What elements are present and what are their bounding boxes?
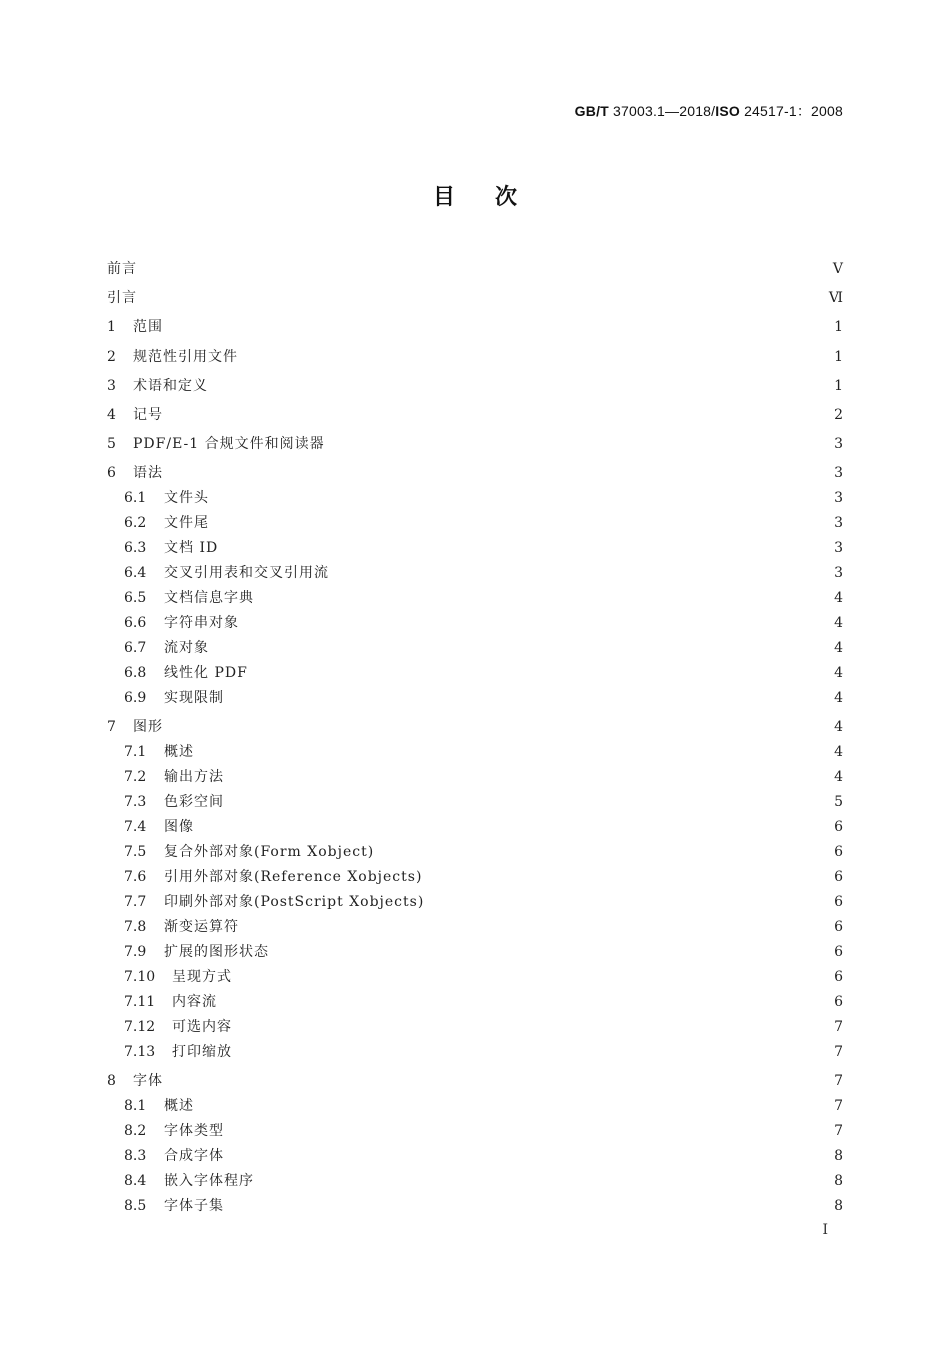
toc-entry-page: 3 <box>834 540 843 557</box>
toc-entry-number: 7.1 <box>124 744 147 761</box>
toc-entry-page: Ⅵ <box>828 290 843 307</box>
toc-entry-number: 7.9 <box>124 944 147 961</box>
toc-entry-title: 合成字体 <box>164 1148 224 1165</box>
toc-entry-number: 7.8 <box>124 919 147 936</box>
toc-entry-title: 印刷外部对象(PostScript Xobjects) <box>164 894 425 911</box>
toc-entry-title: 规范性引用文件 <box>133 348 238 365</box>
toc-entry-page: 8 <box>834 1173 843 1190</box>
toc-entry[interactable] <box>107 941 843 963</box>
toc-entry[interactable] <box>107 841 843 863</box>
toc-entry-page: 4 <box>834 665 843 682</box>
toc-leader-dots <box>224 537 826 559</box>
footer-page-number: Ⅰ <box>822 1222 828 1238</box>
toc-entry-number: 7.4 <box>124 819 147 836</box>
toc-leader-dots <box>215 487 826 509</box>
toc-leader-dots <box>215 512 826 534</box>
toc-leader-dots <box>169 316 826 338</box>
toc-entry[interactable] <box>107 258 843 280</box>
toc-entry-number: 6.2 <box>124 515 147 532</box>
toc-leader-dots <box>200 816 826 838</box>
toc-entry-page: 7 <box>834 1044 843 1061</box>
toc-leader-dots <box>380 841 826 863</box>
toc-entry-number: 6.1 <box>124 490 147 507</box>
standard-code <box>575 101 843 121</box>
toc-entry-title: 字符串对象 <box>164 615 239 632</box>
toc-entry-number: 8.1 <box>124 1098 147 1115</box>
toc-entry-number: 6.4 <box>124 565 147 582</box>
toc-leader-dots <box>169 1070 826 1092</box>
standard-code-number: 37003.1—2018/ <box>608 103 716 119</box>
toc-entry-number: 8 <box>107 1073 116 1090</box>
toc-entry-page: 1 <box>834 319 843 336</box>
toc-entry-page: 4 <box>834 744 843 761</box>
toc-leader-dots <box>223 991 826 1013</box>
toc-entry-page: 4 <box>834 690 843 707</box>
toc-entry-number: 6.9 <box>124 690 147 707</box>
toc-entry[interactable] <box>107 1170 843 1192</box>
toc-entry-number: 7 <box>107 719 116 736</box>
toc-entry-page: 3 <box>834 565 843 582</box>
toc-entry[interactable] <box>107 487 843 509</box>
toc-entry-title: 扩展的图形状态 <box>164 944 269 961</box>
toc-entry-page: 6 <box>834 994 843 1011</box>
toc-leader-dots <box>275 941 826 963</box>
toc-leader-dots <box>169 716 826 738</box>
toc-leader-dots <box>143 258 826 280</box>
toc-leader-dots <box>238 966 826 988</box>
toc-entry-title: 文档信息字典 <box>164 590 254 607</box>
toc-entry[interactable] <box>107 766 843 788</box>
toc-entry-page: 4 <box>834 640 843 657</box>
toc-entry[interactable] <box>107 716 843 738</box>
toc-entry-number: 7.2 <box>124 769 147 786</box>
toc-entry-page: 6 <box>834 944 843 961</box>
page-title: 目次 <box>432 185 557 210</box>
standard-code-gbt: GB/T <box>574 103 609 119</box>
toc-entry[interactable] <box>107 1120 843 1142</box>
toc-entry[interactable] <box>107 287 843 309</box>
toc-entry[interactable] <box>107 1145 843 1167</box>
toc-entry[interactable] <box>107 916 843 938</box>
toc-entry-page: 4 <box>834 769 843 786</box>
toc-entry-title: PDF/E-1 合规文件和阅读器 <box>133 436 325 453</box>
toc-leader-dots <box>245 916 826 938</box>
toc-entry-number: 7.7 <box>124 894 147 911</box>
toc-entry-number: 1 <box>107 319 116 336</box>
toc-entry[interactable] <box>107 375 843 397</box>
toc-entry[interactable] <box>107 562 843 584</box>
toc-entry-page: 7 <box>834 1098 843 1115</box>
toc-leader-dots <box>169 404 826 426</box>
toc-entry[interactable] <box>107 891 843 913</box>
toc-entry[interactable] <box>107 462 843 484</box>
toc-leader-dots <box>214 375 826 397</box>
toc-leader-dots <box>230 1195 826 1217</box>
toc-leader-dots <box>230 1145 826 1167</box>
toc-entry-page: 3 <box>834 490 843 507</box>
toc-entry-title: 嵌入字体程序 <box>164 1173 254 1190</box>
toc-entry-title: 色彩空间 <box>164 794 224 811</box>
toc-entry-page: 4 <box>834 615 843 632</box>
toc-entry-number: 8.3 <box>124 1148 147 1165</box>
toc-entry-page: 8 <box>834 1198 843 1215</box>
toc-entry-title: 输出方法 <box>164 769 224 786</box>
toc-entry-number: 5 <box>107 436 116 453</box>
toc-entry-page: 1 <box>834 348 843 365</box>
toc-entry[interactable] <box>107 512 843 534</box>
toc-entry-title: 引言 <box>107 290 137 307</box>
toc-leader-dots <box>230 791 826 813</box>
toc-entry-number: 8.5 <box>124 1198 147 1215</box>
toc-entry[interactable] <box>107 433 843 455</box>
toc-leader-dots <box>215 637 826 659</box>
toc-entry-page: 3 <box>834 465 843 482</box>
toc-entry-page: 4 <box>834 590 843 607</box>
toc-entry-number: 7.6 <box>124 869 147 886</box>
toc-entry[interactable] <box>107 1016 843 1038</box>
toc-entry-page: 6 <box>834 869 843 886</box>
toc-entry-number: 7.3 <box>124 794 147 811</box>
toc-leader-dots <box>200 741 826 763</box>
toc-entry-title: 文件尾 <box>164 515 209 532</box>
toc-entry-title: 术语和定义 <box>133 377 208 394</box>
standard-code-iso-number: 24517-1：2008 <box>739 103 843 119</box>
toc-entry-title: 流对象 <box>164 640 209 657</box>
toc-entry-page: 6 <box>834 844 843 861</box>
toc-entry[interactable] <box>107 991 843 1013</box>
toc-entry[interactable] <box>107 966 843 988</box>
toc-leader-dots <box>430 891 826 913</box>
toc-entry-title: 交叉引用表和交叉引用流 <box>164 565 329 582</box>
toc-entry-title: 打印缩放 <box>172 1044 232 1061</box>
toc-entry-title: 范围 <box>133 319 163 336</box>
toc-entry-page: 6 <box>834 969 843 986</box>
toc-entry-number: 6.6 <box>124 615 147 632</box>
toc-entry[interactable] <box>107 537 843 559</box>
toc-entry-number: 6.5 <box>124 590 147 607</box>
toc-entry-title: 字体子集 <box>164 1198 224 1215</box>
toc-entry-number: 2 <box>107 348 116 365</box>
toc-entry-page: 7 <box>834 1123 843 1140</box>
toc-leader-dots <box>238 1016 826 1038</box>
toc-leader-dots <box>200 1095 826 1117</box>
toc-leader-dots <box>428 866 826 888</box>
toc-entry-title: 图像 <box>164 819 194 836</box>
toc-entry[interactable] <box>107 816 843 838</box>
toc-entry-title: 概述 <box>164 1098 194 1115</box>
toc-entry-title: 图形 <box>133 719 163 736</box>
toc-entry-number: 8.2 <box>124 1123 147 1140</box>
toc-leader-dots <box>230 766 826 788</box>
toc-entry-title: 线性化 PDF <box>164 665 248 682</box>
toc-entry-page: 2 <box>834 407 843 423</box>
toc-entry-title: 文档 ID <box>164 540 219 557</box>
toc-entry-page: 8 <box>834 1148 843 1165</box>
toc-entry-page: 7 <box>834 1073 843 1090</box>
toc-entry-page: 7 <box>834 1019 843 1036</box>
toc-entry-page: 6 <box>834 819 843 836</box>
toc-entry[interactable] <box>107 687 843 709</box>
toc-entry-number: 6 <box>107 465 116 482</box>
toc-entry[interactable] <box>107 741 843 763</box>
toc-entry[interactable] <box>107 866 843 888</box>
toc-entry-title: 实现限制 <box>164 690 224 707</box>
toc-entry[interactable] <box>107 612 843 634</box>
toc-entry-title: 文件头 <box>164 490 209 507</box>
standard-code-iso: ISO <box>715 103 740 119</box>
toc-entry-number: 7.11 <box>124 994 156 1011</box>
toc-entry[interactable] <box>107 637 843 659</box>
toc-entry[interactable] <box>107 1041 843 1063</box>
toc-entry-title: 字体 <box>133 1073 163 1090</box>
toc-entry-title: 渐变运算符 <box>164 919 239 936</box>
toc-entry-title: 记号 <box>133 407 163 423</box>
toc-entry[interactable] <box>107 316 843 338</box>
toc-leader-dots <box>230 1120 826 1142</box>
toc-entry-page: 3 <box>834 515 843 532</box>
toc-entry-number: 7.5 <box>124 844 147 861</box>
toc-entry-page: Ⅴ <box>832 261 843 277</box>
toc-entry-number: 7.12 <box>124 1019 156 1036</box>
toc-entry-number: 6.8 <box>124 665 147 682</box>
toc-leader-dots <box>335 562 826 584</box>
toc-leader-dots <box>169 462 826 484</box>
toc-entry-number: 6.7 <box>124 640 147 657</box>
toc-entry-title: 引用外部对象(Reference Xobjects) <box>164 869 423 886</box>
toc-entry[interactable] <box>107 1195 843 1217</box>
toc-entry[interactable] <box>107 1070 843 1092</box>
toc-leader-dots <box>143 287 824 309</box>
toc-entry-page: 3 <box>834 436 843 453</box>
toc-entry[interactable] <box>107 346 843 368</box>
toc-entry[interactable] <box>107 1095 843 1117</box>
toc-entry[interactable] <box>107 587 843 609</box>
toc-entry-title: 概述 <box>164 744 194 761</box>
toc-entry-number: 4 <box>107 407 116 423</box>
toc-entry-title: 内容流 <box>172 994 217 1011</box>
toc-leader-dots <box>254 662 826 684</box>
toc-leader-dots <box>230 687 826 709</box>
toc-entry-number: 7.10 <box>124 969 156 986</box>
toc-entry-title: 复合外部对象(Form Xobject) <box>164 844 375 861</box>
toc-leader-dots <box>260 587 826 609</box>
toc-leader-dots <box>244 346 826 368</box>
toc-entry-number: 8.4 <box>124 1173 147 1190</box>
toc-entry-title: 字体类型 <box>164 1123 224 1140</box>
toc-entry-page: 6 <box>834 894 843 911</box>
toc-entry[interactable] <box>107 662 843 684</box>
toc-entry-page: 4 <box>834 719 843 736</box>
toc-leader-dots <box>260 1170 826 1192</box>
toc-entry-page: 5 <box>834 794 843 811</box>
toc-entry-title: 可选内容 <box>172 1019 232 1036</box>
toc-entry[interactable] <box>107 404 843 426</box>
toc-entry-title: 呈现方式 <box>172 969 232 986</box>
toc-entry[interactable] <box>107 791 843 813</box>
toc-entry-number: 7.13 <box>124 1044 156 1061</box>
toc-entry-title: 前言 <box>107 261 137 277</box>
toc-entry-title: 语法 <box>133 465 163 482</box>
toc-entry-page: 6 <box>834 919 843 936</box>
toc-leader-dots <box>238 1041 826 1063</box>
toc-entry-number: 6.3 <box>124 540 147 557</box>
toc-entry-page: 1 <box>834 377 843 394</box>
toc-entry-number: 3 <box>107 377 116 394</box>
toc-leader-dots <box>245 612 826 634</box>
toc-leader-dots <box>331 433 826 455</box>
